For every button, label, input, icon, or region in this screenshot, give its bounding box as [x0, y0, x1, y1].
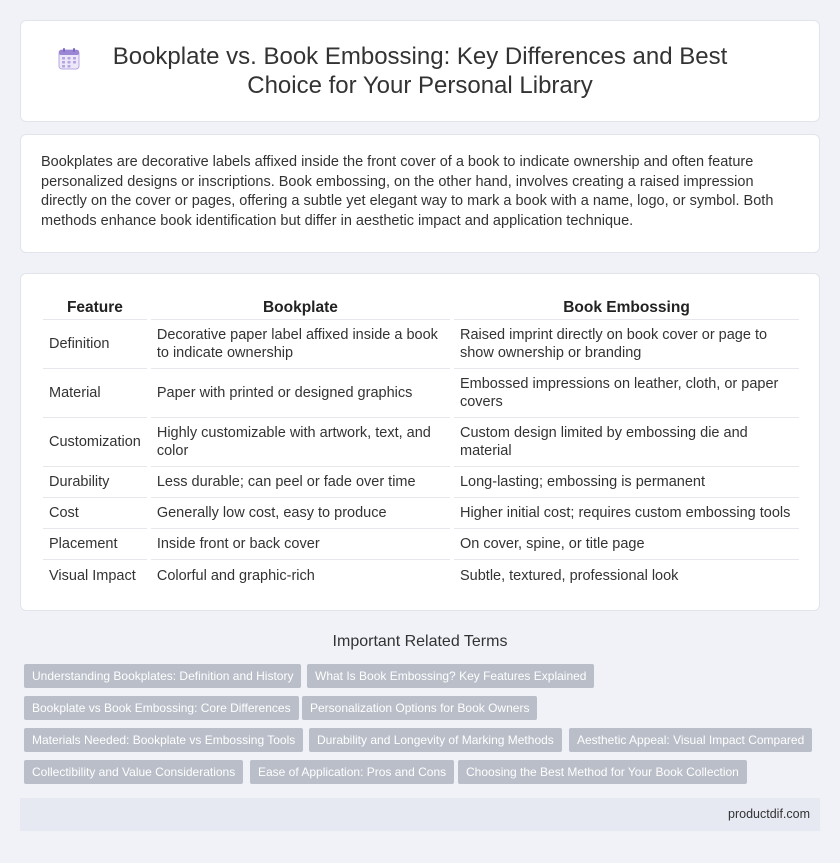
footer-site-link[interactable]: productdif.com [728, 807, 810, 821]
related-term-tag[interactable]: Aesthetic Appeal: Visual Impact Compared [569, 728, 812, 752]
related-term-tag[interactable]: Materials Needed: Bookplate vs Embossing Tools [24, 728, 303, 752]
row-feature: Definition [43, 320, 147, 369]
row-bookplate: Paper with printed or designed graphics [151, 369, 450, 418]
related-term-tag[interactable]: Understanding Bookplates: Definition and History [24, 664, 301, 688]
intro-card [20, 134, 820, 253]
table-row [43, 320, 799, 369]
related-term-tag[interactable]: Collectibility and Value Considerations [24, 760, 243, 784]
row-embossing: Custom design limited by embossing die and material [454, 418, 799, 467]
related-term-tag[interactable]: Choosing the Best Method for Your Book Collection [458, 760, 747, 784]
related-term-tag[interactable]: Durability and Longevity of Marking Methods [309, 728, 562, 752]
intro-paragraph: Bookplates are decorative labels affixed inside the front cover of a book to indicate ownership and often feature personalized designs or inscriptions. Book embossing, on the other hand, involves creating a raised impression directly on the cover or pages, offering a subtle yet elegant way to mark a book with a name, logo, or symbol. Both methods enhance book identification but differ in aesthetic impact and application technique. [41, 154, 774, 229]
table-row [43, 467, 799, 498]
related-terms-title: Important Related Terms [332, 633, 508, 650]
row-embossing: On cover, spine, or title page [454, 529, 799, 560]
row-feature: Visual Impact [49, 567, 136, 584]
table-row [43, 369, 799, 418]
header-bookplate: Bookplate [151, 296, 450, 320]
row-embossing: Subtle, textured, professional look [459, 567, 679, 584]
row-bookplate: Inside front or back cover [151, 529, 450, 560]
table-row [43, 418, 799, 467]
table-row [43, 498, 799, 529]
comparison-table-card [20, 273, 820, 611]
related-term-tag[interactable]: Bookplate vs Book Embossing: Core Differences [24, 696, 299, 720]
row-embossing: Long-lasting; embossing is permanent [454, 467, 799, 498]
row-bookplate: Less durable; can peel or fade over time [151, 467, 450, 498]
related-term-tag[interactable]: Ease of Application: Pros and Cons [250, 760, 454, 784]
row-bookplate: Highly customizable with artwork, text, and color [151, 418, 450, 467]
table-row [43, 560, 799, 591]
related-term-tag[interactable]: Personalization Options for Book Owners [302, 696, 537, 720]
page-title: Bookplate vs. Book Embossing: Key Differences and Best Choice for Your Personal Library [112, 43, 728, 99]
footer [20, 798, 820, 831]
row-feature: Customization [43, 418, 147, 467]
row-embossing: Embossed impressions on leather, cloth, or paper covers [454, 369, 799, 418]
row-bookplate: Colorful and graphic-rich [156, 567, 315, 584]
row-feature: Durability [43, 467, 147, 498]
table-row [43, 529, 799, 560]
row-feature: Material [43, 369, 147, 418]
row-bookplate: Generally low cost, easy to produce [151, 498, 450, 529]
header-feature: Feature [43, 296, 147, 320]
row-embossing: Higher initial cost; requires custom embossing tools [454, 498, 799, 529]
table-header-row [43, 296, 799, 320]
header-book-embossing: Book Embossing [454, 296, 799, 320]
row-embossing: Raised imprint directly on book cover or page to show ownership or branding [454, 320, 799, 369]
comparison-table [43, 296, 799, 591]
row-bookplate: Decorative paper label affixed inside a book to indicate ownership [151, 320, 450, 369]
row-feature: Placement [43, 529, 147, 560]
title-card [20, 20, 820, 122]
row-feature: Cost [43, 498, 147, 529]
related-term-tag[interactable]: What Is Book Embossing? Key Features Explained [307, 664, 594, 688]
